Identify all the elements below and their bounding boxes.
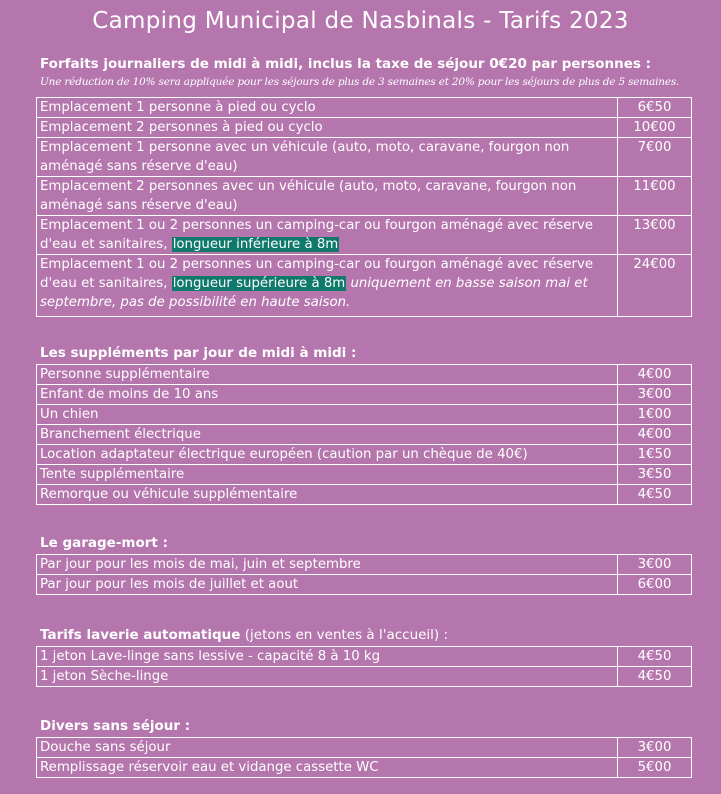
highlight-length: longueur inférieure à 8m [172,237,339,252]
table-row [37,555,692,575]
forfaits-heading: Forfaits journaliers de midi à midi, inclus la taxe de séjour 0€20 par personnes : [40,56,651,72]
table-row [37,138,692,177]
row-label: Tente supplémentaire [37,465,618,485]
row-label: Par jour pour les mois de mai, juin et septembre [37,555,618,575]
row-label: 1 jeton Lave-linge sans lessive - capacité 8 à 10 kg [37,647,618,667]
row-label: 1 jeton Sèche-linge [37,667,618,687]
row-label: Emplacement 1 ou 2 personnes un camping-car ou fourgon aménagé avec réserve d'eau et sanitaires, longueur supérieure à 8m uniquement en basse saison mai et septembre, pas de possibilité en haute saison. [37,255,618,317]
table-row [37,405,692,425]
table-row [37,98,692,118]
row-price: 24€00 [618,255,692,317]
row-label: Branchement électrique [37,425,618,445]
divers-table [36,737,692,778]
row-price: 3€50 [618,465,692,485]
table-row [37,667,692,687]
table-row [37,216,692,255]
table-row [37,255,692,317]
table-row [37,485,692,505]
table-row [37,365,692,385]
row-price: 3€00 [618,555,692,575]
table-row [37,445,692,465]
row-price: 10€00 [618,118,692,138]
table-row [37,177,692,216]
row-label: Emplacement 1 ou 2 personnes un camping-car ou fourgon aménagé avec réserve d'eau et sanitaires, longueur inférieure à 8m [37,216,618,255]
row-label: Personne supplémentaire [37,365,618,385]
table-row [37,758,692,778]
row-price: 4€50 [618,647,692,667]
row-price: 3€00 [618,738,692,758]
table-row [37,575,692,595]
supplements-heading: Les suppléments par jour de midi à midi : [40,345,357,361]
row-label: Un chien [37,405,618,425]
row-label: Emplacement 1 personne à pied ou cyclo [37,98,618,118]
row-price: 5€00 [618,758,692,778]
divers-heading: Divers sans séjour : [40,718,191,734]
row-label: Par jour pour les mois de juillet et aout [37,575,618,595]
table-row [37,647,692,667]
row-price: 4€00 [618,365,692,385]
table-row [37,425,692,445]
season-note: uniquement en basse saison mai et septembre, pas de possibilité en haute saison. [40,276,588,310]
row-label: Enfant de moins de 10 ans [37,385,618,405]
page-title: Camping Municipal de Nasbinals - Tarifs 2023 [92,8,629,34]
supplements-table [36,364,692,505]
laverie-table [36,646,692,687]
row-label: Emplacement 1 personne avec un véhicule (auto, moto, caravane, fourgon non aménagé sans réserve d'eau) [37,138,618,177]
table-row [37,118,692,138]
laverie-heading: Tarifs laverie automatique (jetons en ventes à l'accueil) : [40,627,449,643]
row-label: Remplissage réservoir eau et vidange cassette WC [37,758,618,778]
row-price: 4€50 [618,667,692,687]
row-label: Location adaptateur électrique européen (caution par un chèque de 40€) [37,445,618,465]
row-price: 4€50 [618,485,692,505]
row-price: 1€00 [618,405,692,425]
row-price: 7€00 [618,138,692,177]
row-label: Emplacement 2 personnes avec un véhicule (auto, moto, caravane, fourgon non aménagé sans réserve d'eau) [37,177,618,216]
row-price: 1€50 [618,445,692,465]
row-price: 6€50 [618,98,692,118]
table-row [37,385,692,405]
table-row [37,465,692,485]
highlight-length: longueur supérieure à 8m [172,276,346,291]
row-price: 13€00 [618,216,692,255]
table-row [37,738,692,758]
row-label: Douche sans séjour [37,738,618,758]
row-label: Emplacement 2 personnes à pied ou cyclo [37,118,618,138]
garage-heading: Le garage-mort : [40,535,168,551]
row-price: 11€00 [618,177,692,216]
row-price: 3€00 [618,385,692,405]
garage-table [36,554,692,595]
forfaits-table [36,97,692,317]
row-price: 4€00 [618,425,692,445]
reduction-note: Une réduction de 10% sera appliquée pour les séjours de plus de 3 semaines et 20% pour les séjours de plus de 5 semaines. [40,76,680,88]
row-label: Remorque ou véhicule supplémentaire [37,485,618,505]
row-price: 6€00 [618,575,692,595]
